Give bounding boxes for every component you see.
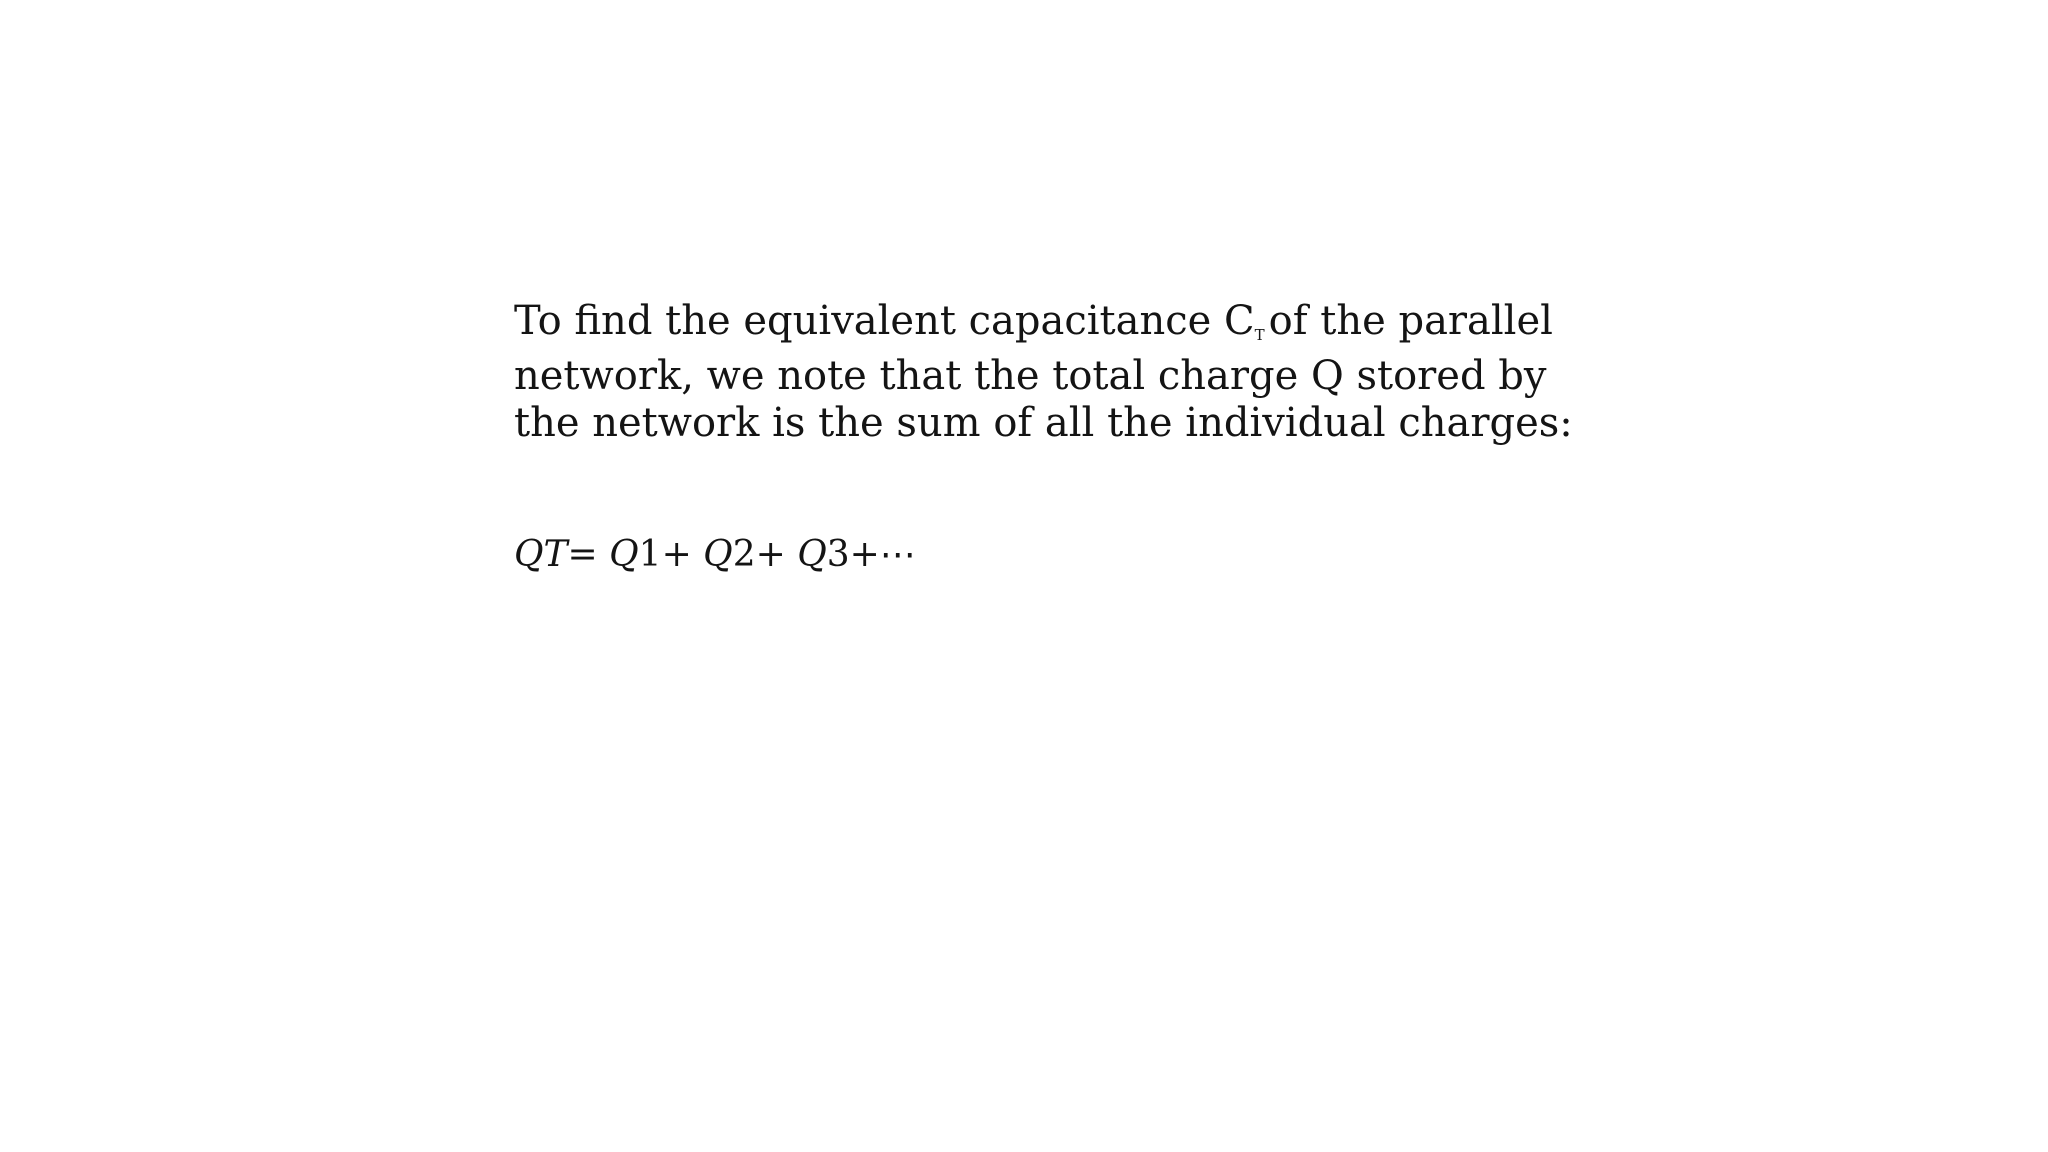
equation-lhs: QT — [514, 534, 568, 575]
equation-tail: +⋯ — [849, 534, 916, 575]
equation-term-2-index: 2 — [732, 534, 756, 575]
equation-equals: = — [567, 534, 610, 575]
equation-term-2-symbol: Q — [703, 534, 733, 575]
capacitance-subscript: T — [1254, 326, 1265, 344]
explanation-paragraph — [514, 298, 1614, 447]
equation-term-1-index: 1 — [638, 534, 662, 575]
equation-term-3-symbol: Q — [797, 534, 827, 575]
equation-plus-1: + — [661, 534, 704, 575]
equation-term-3-index: 3 — [826, 534, 850, 575]
total-charge-equation — [514, 532, 916, 578]
paragraph-line-3: the network is the sum of all the individual charges: — [514, 400, 1573, 446]
line1-text-after: of the parallel — [1268, 298, 1553, 344]
equation-term-1-symbol: Q — [609, 534, 639, 575]
line1-text-before: To find the equivalent capacitance C — [514, 298, 1255, 344]
paragraph-line-1 — [514, 298, 1614, 353]
paragraph-line-2: network, we note that the total charge Q stored by — [514, 353, 1547, 399]
equation-plus-2: + — [755, 534, 798, 575]
